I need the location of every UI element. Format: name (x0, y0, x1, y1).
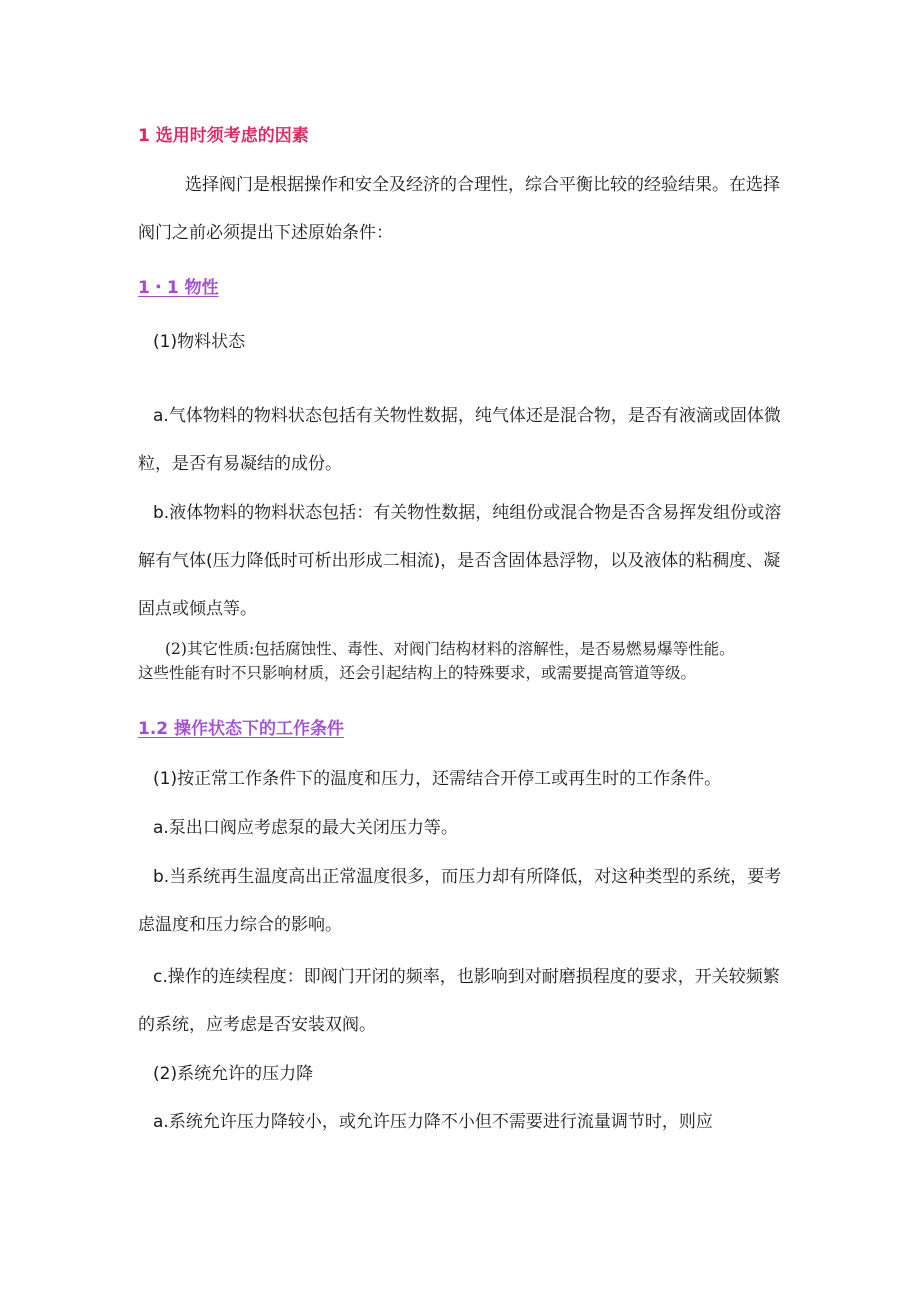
intro-paragraph-line-2: 阀门之前必须提出下述原始条件： (138, 223, 393, 243)
material-state-title: (1)物料状态 (153, 332, 246, 352)
liquid-material-line-3: 固点或倾点等。 (138, 599, 257, 619)
other-properties-line-1: (2)其它性质:包括腐蚀性、毒性、对阀门结构材料的溶解性，是否易燃易爆等性能。 (165, 640, 735, 658)
gas-material-line-2: 粒，是否有易凝结的成份。 (138, 454, 342, 474)
other-properties-line-2: 这些性能有时不只影响材质，还会引起结构上的特殊要求，或需要提高管道等级。 (138, 664, 697, 682)
pressure-drop-title: (2)系统允许的压力降 (153, 1064, 314, 1084)
section-1-2-heading: 1.2 操作状态下的工作条件 (138, 719, 345, 739)
liquid-material-line-2: 解有气体(压力降低时可析出形成二相流)，是否含固体悬浮物，以及液体的粘稠度、凝 (138, 551, 781, 571)
pressure-drop-item-a: a.系统允许压力降较小，或允许压力降不小但不需要进行流量调节时，则应 (153, 1112, 713, 1132)
gas-material-line-1: a.气体物料的物料状态包括有关物性数据，纯气体还是混合物，是否有液滴或固体微 (153, 406, 781, 426)
section-1-1-heading: 1・1 物性 (138, 278, 219, 298)
intro-paragraph-line-1: 选择阀门是根据操作和安全及经济的合理性，综合平衡比较的经验结果。在选择 (185, 175, 780, 195)
liquid-material-line-1: b.液体物料的物料状态包括：有关物性数据，纯组份或混合物是否含易挥发组份或溶 (153, 503, 782, 523)
regeneration-temperature-line-2: 虑温度和压力综合的影响。 (138, 915, 342, 935)
pump-outlet-valve-note: a.泵出口阀应考虑泵的最大关闭压力等。 (153, 818, 458, 838)
heading-1: 1 选用时须考虑的因素 (138, 126, 309, 146)
operating-conditions-item-1: (1)按正常工作条件下的温度和压力，还需结合开停工或再生时的工作条件。 (153, 769, 722, 789)
regeneration-temperature-line-1: b.当系统再生温度高出正常温度很多，而压力却有所降低，对这种类型的系统，要考 (153, 867, 782, 887)
operation-continuity-line-1: c.操作的连续程度：即阀门开闭的频率，也影响到对耐磨损程度的要求，开关较频繁 (153, 967, 780, 987)
operation-continuity-line-2: 的系统，应考虑是否安装双阀。 (138, 1015, 376, 1035)
